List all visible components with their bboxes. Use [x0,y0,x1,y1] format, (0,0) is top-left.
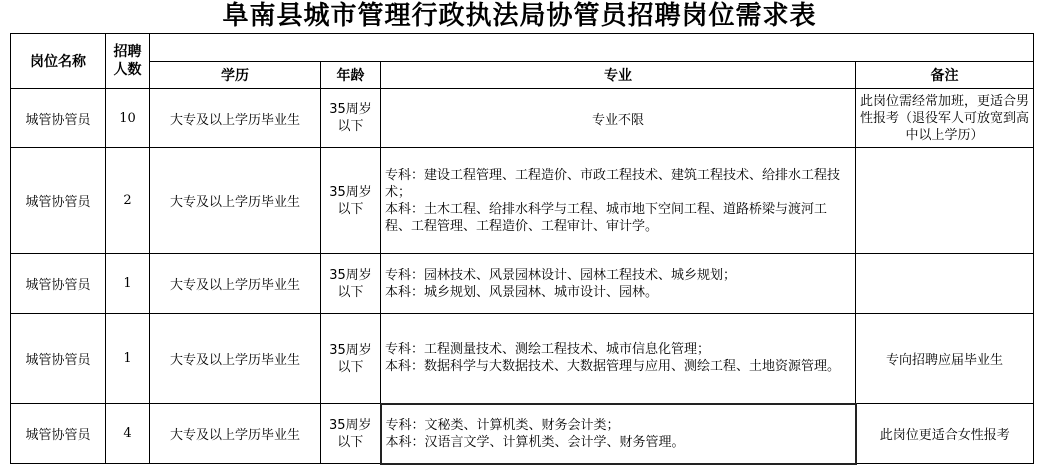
cell-education: 大专及以上学历毕业生 [150,404,321,464]
header-blank-cell [150,34,1034,62]
cell-remarks [856,254,1034,314]
cell-remarks: 此岗位更适合女性报考 [856,404,1034,464]
cell-major-selected[interactable] [381,404,856,464]
header-age: 年龄 [321,62,381,89]
major-line-bachelor: 本科：汉语言文学、计算机类、会计学、财务管理。 [385,434,685,450]
cell-count: 1 [106,314,150,404]
header-row-top [11,34,1034,62]
cell-position: 城管协管员 [11,314,106,404]
cell-education: 大专及以上学历毕业生 [150,148,321,254]
header-education: 学历 [150,62,321,89]
cell-count: 1 [106,254,150,314]
cell-education: 大专及以上学历毕业生 [150,314,321,404]
header-count: 招聘人数 [106,34,150,89]
major-line-specialty: 专科：园林技术、风景园林设计、园林工程技术、城乡规划； [385,267,737,283]
table-row [11,148,1034,254]
cell-count: 10 [106,89,150,148]
header-major: 专业 [381,62,856,89]
page-title: 阜南县城市管理行政执法局协管员招聘岗位需求表 [222,1,817,31]
cell-education: 大专及以上学历毕业生 [150,254,321,314]
major-line-bachelor: 本科：城乡规划、风景园林、城市设计、园林。 [385,284,659,300]
table-row [11,314,1034,404]
major-line-specialty: 专科：建设工程管理、工程造价、市政工程技术、建筑工程技术、给排水工程技术； [385,167,841,200]
major-line-specialty: 专科：工程测量技术、测绘工程技术、城市信息化管理； [385,342,711,358]
table-row [11,404,1034,464]
cell-major [381,254,856,314]
cell-position: 城管协管员 [11,404,106,464]
cell-major [381,148,856,254]
cell-position: 城管协管员 [11,254,106,314]
header-position: 岗位名称 [11,34,106,89]
header-remarks: 备注 [856,62,1034,89]
cell-major [381,314,856,404]
cell-major [381,89,856,148]
cell-age: 35周岁以下 [321,148,381,254]
cell-age: 35周岁以下 [321,404,381,464]
cell-remarks: 此岗位需经常加班，更适合男性报考（退役军人可放宽到高中以上学历） [856,89,1034,148]
cell-remarks [856,148,1034,254]
cell-count: 4 [106,404,150,464]
cell-education: 大专及以上学历毕业生 [150,89,321,148]
cell-position: 城管协管员 [11,89,106,148]
major-line: 专业不限 [591,112,644,128]
major-line-bachelor: 本科：数据科学与大数据技术、大数据管理与应用、测绘工程、土地资源管理。 [385,359,841,375]
cell-age: 35周岁以下 [321,254,381,314]
table-row [11,254,1034,314]
cell-count: 2 [106,148,150,254]
table-row [11,89,1034,148]
header-row [11,62,1034,89]
cell-age: 35周岁以下 [321,314,381,404]
cell-age: 35周岁以下 [321,89,381,148]
cell-position: 城管协管员 [11,148,106,254]
major-line-bachelor: 本科：土木工程、给排水科学与工程、城市地下空间工程、道路桥梁与渡河工程、工程管理、工程造价、工程审计、审计学。 [385,201,828,234]
recruitment-table [10,33,1034,465]
cell-remarks: 专向招聘应届毕业生 [856,314,1034,404]
major-line-specialty: 专科：文秘类、计算机类、财务会计类； [385,417,620,433]
